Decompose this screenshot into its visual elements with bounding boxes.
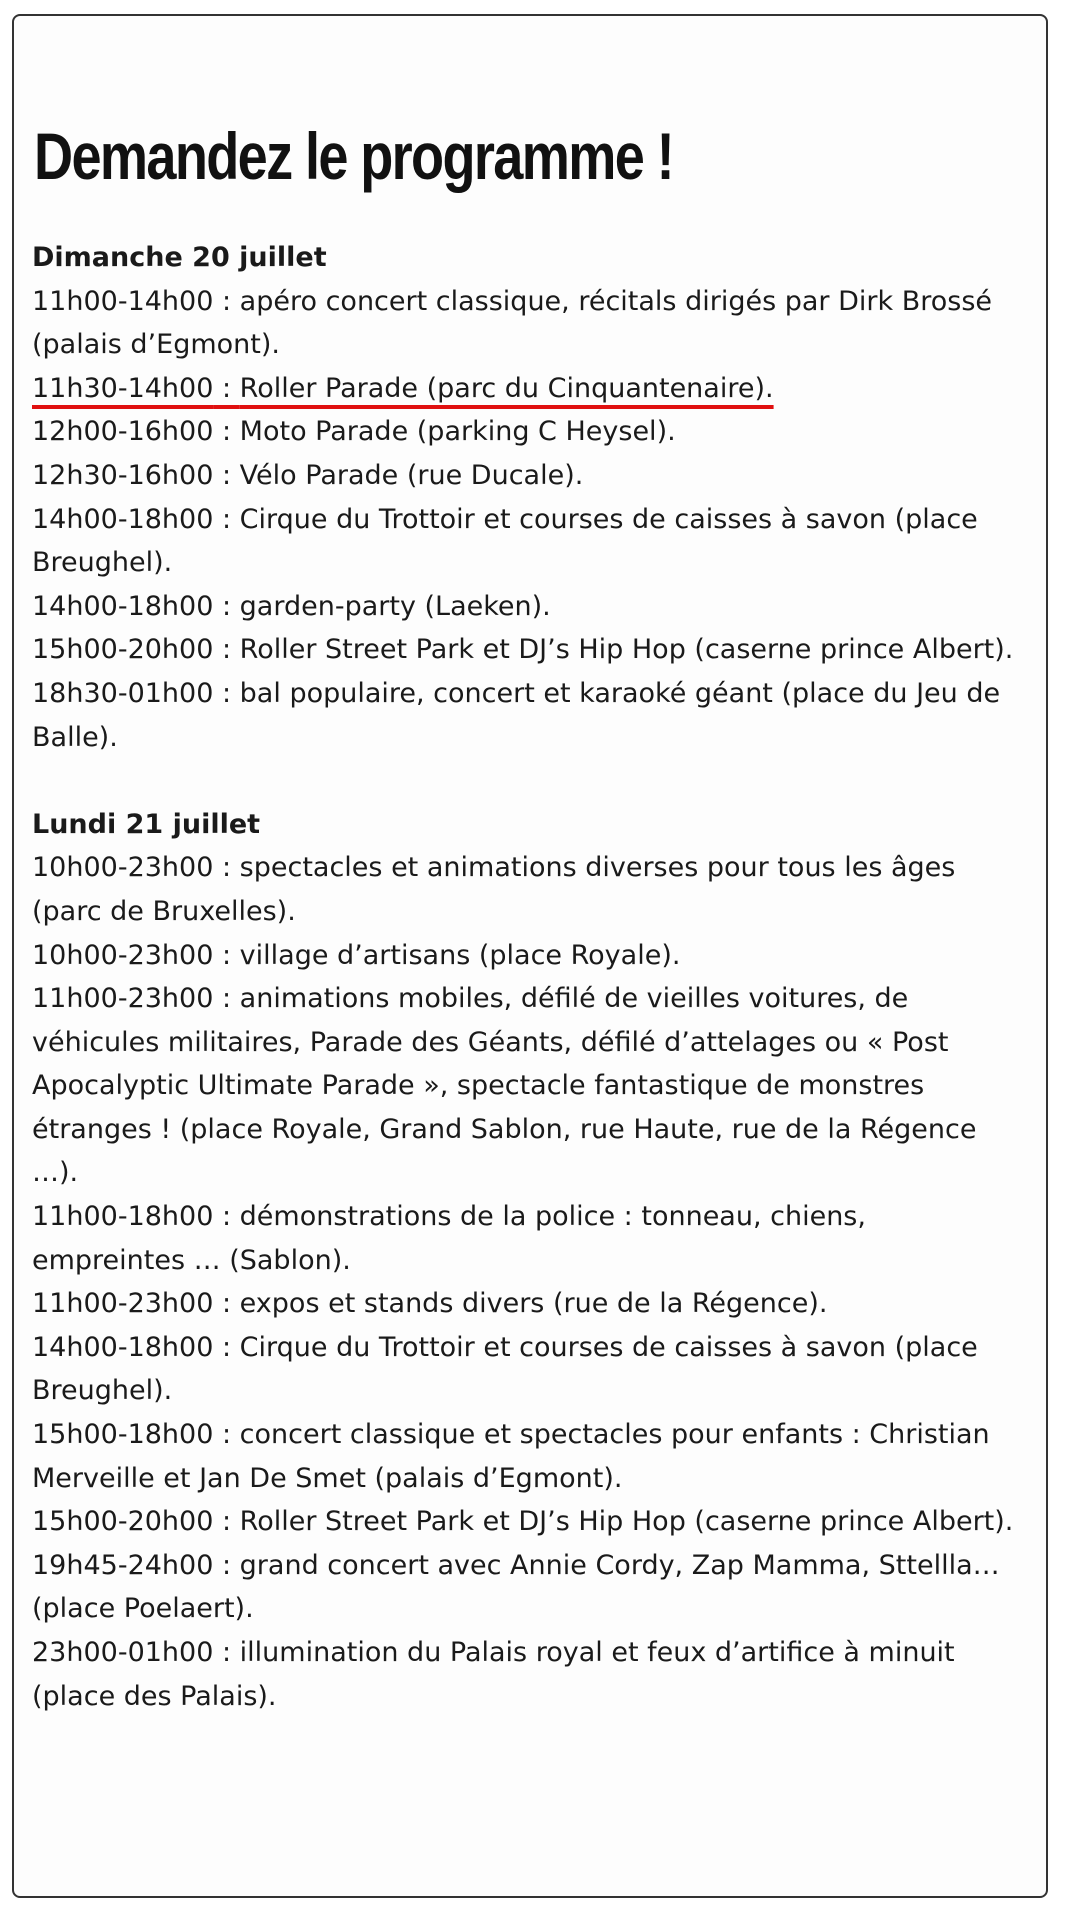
entry-text: Cirque du Trottoir et courses de caisses à savon (place Breughel). [32,503,978,579]
entry-time: 11h00-23h00 [32,1288,214,1320]
entry-text: Moto Parade (parking C Heysel). [239,416,676,448]
highlight-underline: 11h30-14h00 : Roller Parade (parc du Cinquantenaire). [32,372,774,404]
entry-time: 11h00-14h00 [32,285,214,317]
programme-entry-highlighted [32,367,1022,411]
entry-time: 14h00-18h00 [32,1331,214,1363]
programme-entry: 11h00-14h00 : apéro concert classique, récitals dirigés par Dirk Brossé (palais d’Egmont). [32,285,992,361]
entry-time: 11h30-14h00 [32,372,214,404]
programme-entry: 15h00-18h00 : concert classique et spectacles pour enfants : Christian Merveille et Jan De Smet (palais d’Egmont). [32,1419,990,1494]
programme-entry: 14h00-18h00 : garden-party (Laeken). [32,590,551,622]
entry-time: 15h00-20h00 [32,1506,214,1538]
entry-text: Roller Street Park et DJ’s Hip Hop (caserne prince Albert). [239,1506,1014,1538]
entry-time: 14h00-18h00 [32,590,214,622]
entry-time: 15h00-20h00 [32,634,214,666]
section-spacer [32,759,1022,803]
day-heading-monday: Lundi 21 juillet [32,808,261,840]
day-heading-sunday: Dimanche 20 juillet [32,242,327,273]
entry-text: expos et stands divers (rue de la Régence). [239,1288,828,1320]
entry-text: garden-party (Laeken). [239,590,551,622]
entry-text: spectacles et animations diverses pour tous les âges (parc de Bruxelles). [32,852,956,927]
entry-text: illumination du Palais royal et feux d’artifice à minuit (place des Palais). [32,1637,955,1712]
programme-entry: 10h00-23h00 : village d’artisans (place Royale). [32,939,681,971]
entry-text: Vélo Parade (rue Ducale). [239,459,584,491]
entry-time: 10h00-23h00 [32,852,214,884]
programme-entry: 12h30-16h00 : Vélo Parade (rue Ducale). [32,459,584,491]
entry-time: 11h00-23h00 [32,983,214,1015]
programme-entry: 23h00-01h00 : illumination du Palais royal et feux d’artifice à minuit (place des Palais). [32,1637,955,1712]
programme-entry: 14h00-18h00 : Cirque du Trottoir et courses de caisses à savon (place Breughel). [32,503,978,579]
entry-time: 23h00-01h00 [32,1637,214,1668]
programme-entry: 19h45-24h00 : grand concert avec Annie Cordy, Zap Mamma, Sttellla… (place Poelaert). [32,1549,1000,1625]
programme-entry: 12h00-16h00 : Moto Parade (parking C Heysel). [32,416,676,448]
entry-time: 11h00-18h00 [32,1201,214,1233]
programme-entry: 11h00-23h00 : animations mobiles, défilé de vieilles voitures, de véhicules militaires, Parade des Géants, défilé d’attelages ou « Post Apocalyptic Ultimate Parade », spectacle fantastique de monstres étranges ! (place Royale, Grand Sablon, rue Haute, rue de la Régence …). [32,983,977,1189]
entry-text: village d’artisans (place Royale). [239,939,681,971]
entry-time: 18h30-01h00 [32,677,214,709]
entry-time: 12h30-16h00 [32,459,214,491]
entry-text: animations mobiles, défilé de vieilles voitures, de véhicules militaires, Parade des Géants, défilé d’attelages ou « Post Apocalyptic Ultimate Parade », spectacle fantastique de monstres étranges ! (place Royale, Grand Sablon, rue Haute, rue de la Régence …). [32,983,977,1189]
entry-text: démonstrations de la police : tonneau, chiens, empreintes … (Sablon). [32,1201,866,1276]
entry-text: grand concert avec Annie Cordy, Zap Mamma, Sttellla… (place Poelaert). [32,1549,1000,1625]
entry-time: 10h00-23h00 [32,939,214,971]
programme-entry: 11h00-18h00 : démonstrations de la police : tonneau, chiens, empreintes … (Sablon). [32,1201,866,1276]
programme-entry: 10h00-23h00 : spectacles et animations diverses pour tous les âges (parc de Bruxelles). [32,852,956,927]
programme-entry: 18h30-01h00 : bal populaire, concert et karaoké géant (place du Jeu de Balle). [32,677,1001,753]
programme-content [32,236,1022,1718]
programme-entry: 15h00-20h00 : Roller Street Park et DJ’s Hip Hop (caserne prince Albert). [32,1506,1014,1538]
entry-text: bal populaire, concert et karaoké géant (place du Jeu de Balle). [32,677,1001,753]
entry-text: Cirque du Trottoir et courses de caisses à savon (place Breughel). [32,1331,978,1407]
entry-time: 15h00-18h00 [32,1419,214,1451]
entry-time: 14h00-18h00 [32,503,214,535]
entry-text: Roller Parade (parc du Cinquantenaire). [239,372,774,404]
entry-time: 12h00-16h00 [32,416,214,448]
entry-text: apéro concert classique, récitals dirigés par Dirk Brossé (palais d’Egmont). [32,285,992,361]
programme-entry: 15h00-20h00 : Roller Street Park et DJ’s Hip Hop (caserne prince Albert). [32,634,1014,666]
programme-entry: 14h00-18h00 : Cirque du Trottoir et courses de caisses à savon (place Breughel). [32,1331,978,1407]
entry-time: 19h45-24h00 [32,1549,214,1581]
page-title: Demandez le programme ! [34,119,673,193]
programme-entry: 11h00-23h00 : expos et stands divers (rue de la Régence). [32,1288,828,1320]
entry-text: concert classique et spectacles pour enfants : Christian Merveille et Jan De Smet (palais d’Egmont). [32,1419,990,1494]
entry-text: Roller Street Park et DJ’s Hip Hop (caserne prince Albert). [239,634,1014,666]
